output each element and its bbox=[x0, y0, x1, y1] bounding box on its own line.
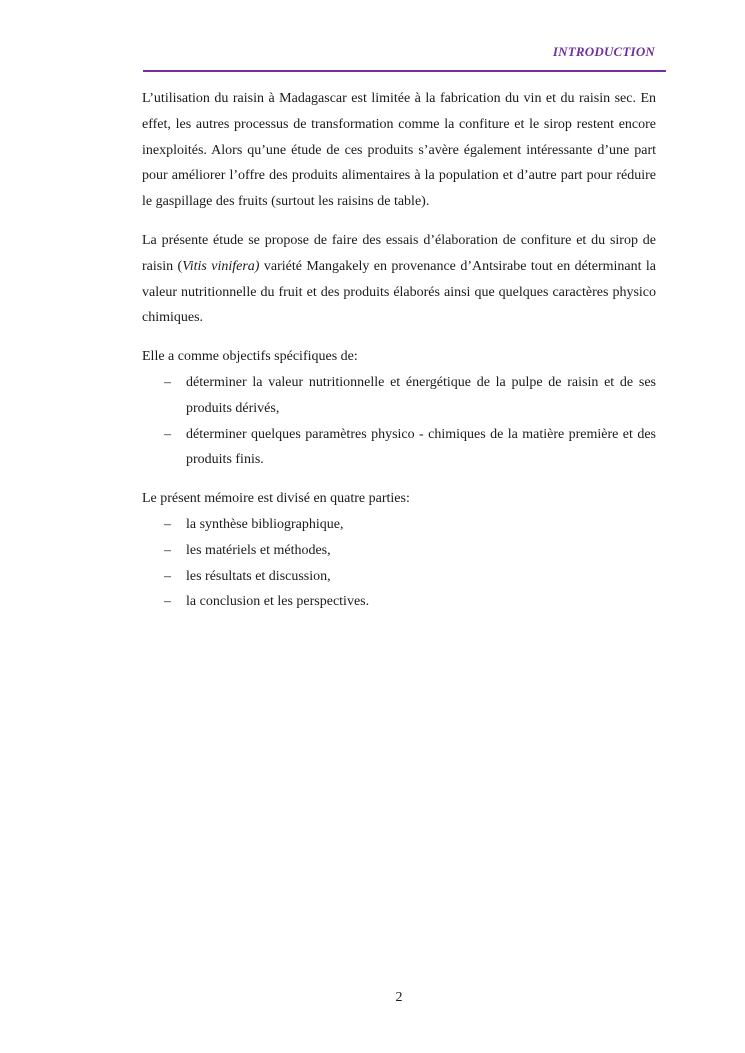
page-body bbox=[142, 86, 656, 628]
structure-intro: Le présent mémoire est divisé en quatre parties: bbox=[142, 491, 410, 507]
running-header-title: INTRODUCTION bbox=[552, 44, 655, 59]
list-item-text: déterminer la valeur nutritionnelle et énergétique de la pulpe de raisin et de ses produits dérivés, bbox=[186, 374, 656, 416]
dash-bullet: – bbox=[164, 594, 171, 610]
list-item bbox=[142, 589, 656, 615]
list-item bbox=[142, 370, 656, 422]
objectives-intro: Elle a comme objectifs spécifiques de: bbox=[142, 349, 358, 365]
structure-list bbox=[142, 512, 656, 615]
list-item bbox=[142, 512, 656, 538]
list-item-text: les résultats et discussion, bbox=[186, 568, 331, 584]
list-item-text: les matériels et méthodes, bbox=[186, 542, 331, 558]
list-item bbox=[142, 564, 656, 590]
page-number: 2 bbox=[395, 990, 403, 1005]
paragraph-objective-start: La présente étude se propose de faire des essais d’élaboration de confiture et du sirop de raisin ( bbox=[142, 232, 656, 274]
paragraph-context: L’utilisation du raisin à Madagascar est limitée à la fabrication du vin et du raisin sec. En effet, les autres processus de transformation comme la confiture et le sirop restent encore inexploités. Alors qu’une étude de ces produits s’avère également intéressante d’une part pour améliorer l’offre des produits alimentaires à la population et d’autre part pour réduire le gaspillage des fruits (surtout les raisins de table). bbox=[142, 91, 656, 210]
list-item bbox=[142, 422, 656, 474]
list-item-text: la conclusion et les perspectives. bbox=[186, 594, 370, 610]
dash-bullet: – bbox=[164, 542, 171, 558]
header-divider bbox=[143, 70, 666, 72]
dash-bullet: – bbox=[164, 516, 171, 532]
dash-bullet: – bbox=[164, 426, 171, 442]
paragraph-objective bbox=[142, 228, 656, 331]
list-item-text: déterminer quelques paramètres physico - chimiques de la matière première et des produits finis. bbox=[186, 426, 656, 468]
list-item-text: la synthèse bibliographique, bbox=[186, 516, 344, 532]
dash-bullet: – bbox=[164, 568, 171, 584]
paragraph-objective-end: variété Mangakely en provenance d’Antsirabe tout en déterminant la valeur nutritionnelle du fruit et des produits élaborés ainsi que quelques caractères physico chimiques. bbox=[142, 258, 657, 326]
dash-bullet: – bbox=[164, 374, 171, 390]
objectives-list bbox=[142, 370, 656, 473]
species-name: Vitis vinifera) bbox=[182, 258, 260, 274]
list-item bbox=[142, 538, 656, 564]
